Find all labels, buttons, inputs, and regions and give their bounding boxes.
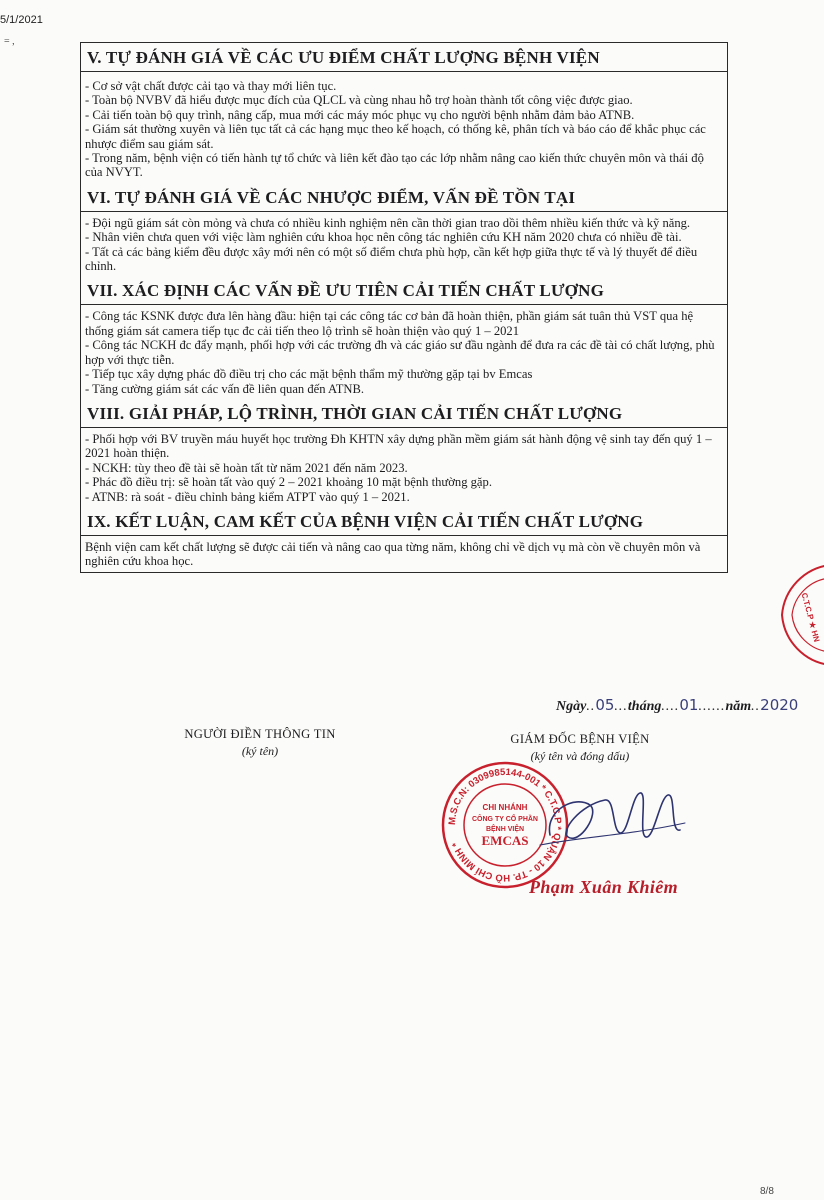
stamp-line-3: BỆNH VIỆN bbox=[485, 826, 525, 833]
section-line: - Phác đồ điều trị: sẽ hoàn tất vào quý 2 – 2021 khoảng 10 mặt bệnh thường gặp. bbox=[85, 475, 492, 490]
section-line: - Toàn bộ NVBV đã hiểu được mục đích của QLCL và cùng nhau hỗ trợ hoàn thành tốt công việc được giao. bbox=[85, 93, 633, 108]
filler-title: NGƯỜI ĐIỀN THÔNG TIN bbox=[184, 727, 336, 741]
date-month-label: tháng bbox=[627, 699, 662, 714]
date-year-value: 2020 bbox=[760, 696, 799, 714]
date-month-value: 01 bbox=[679, 696, 699, 714]
stamp-line-1: CHI NHÁNH bbox=[482, 803, 528, 812]
corner-mark: = , bbox=[4, 36, 15, 47]
section-title: IX. KẾT LUẬN, CAM KẾT CỦA BỆNH VIỆN CẢI TIẾN CHẤT LƯỢNG bbox=[81, 507, 727, 536]
section-line: - Trong năm, bệnh viện có tiến hành tự tổ chức và liên kết đào tạo các lớp nhằm nâng cao kiến thức chuyên môn và thái độ của NVYT. bbox=[85, 151, 704, 180]
section-conclusion bbox=[81, 507, 727, 572]
section-weaknesses bbox=[81, 183, 727, 277]
date-day-label: Ngày bbox=[556, 699, 587, 714]
section-line: - Cơ sở vật chất được cải tạo và thay mới liên tục. bbox=[85, 79, 337, 93]
director-title: GIÁM ĐỐC BỆNH VIỆN bbox=[510, 732, 650, 746]
section-body bbox=[81, 305, 727, 398]
date-line: Ngày..05...tháng....01......năm..2020 bbox=[556, 696, 799, 714]
stamp-line-4: EMCAS bbox=[481, 833, 529, 848]
section-strengths bbox=[81, 43, 727, 183]
section-line: - Cải tiến toàn bộ quy trình, nâng cấp, mua mới các máy móc phục vụ cho người bệnh nhằm đảm bảo ATNB. bbox=[85, 107, 635, 122]
report-table bbox=[80, 42, 728, 573]
section-line: - Đội ngũ giám sát còn mỏng và chưa có nhiều kinh nghiệm nên cần thời gian trao dồi thêm nhiều kiến thức và kỹ năng. bbox=[85, 215, 691, 230]
signature-block-filler bbox=[160, 727, 360, 759]
director-note: (ký tên và đóng dấu) bbox=[530, 749, 630, 763]
section-line: - Nhân viên chưa quen với việc làm nghiên cứu khoa học nên công tác nghiên cứu KH năm 2020 chưa có nhiều đề tài. bbox=[85, 230, 682, 245]
section-line: - Công tác NCKH đc đẩy mạnh, phối hợp với các trường đh và các giáo sư đầu ngành để đưa ra các đề tài có chất lượng, phù hợp với thực tiễn. bbox=[85, 338, 715, 367]
director-signature bbox=[520, 775, 690, 865]
stamp-ring-text: M.S.C.N: 0309985144-001 * C.T.C.P * QUẬN 10 - TP. HỒ CHÍ MINH * bbox=[446, 766, 564, 884]
signer-name: Phạm Xuân Khiêm bbox=[529, 877, 679, 897]
section-line: - Giám sát thường xuyên và liên tục tất cả các hạng mục theo kế hoạch, có thống kê, phân tích và báo cáo để khắc phục các nhược điểm sau giám sát. bbox=[85, 122, 706, 151]
stamp-line-2: CÔNG TY CỔ PHẦN bbox=[472, 816, 538, 823]
date-year-label: năm bbox=[725, 699, 752, 714]
print-date: 5/1/2021 bbox=[0, 14, 43, 26]
section-line: - Tiếp tục xây dựng phác đồ điều trị cho các mặt bệnh thẩm mỹ thường gặp tại bv Emcas bbox=[85, 367, 533, 382]
section-line: Bệnh viện cam kết chất lượng sẽ được cải tiến và nâng cao qua từng năm, không chỉ về dịch vụ mà còn về chuyên môn và nghiên cứu khoa học. bbox=[85, 539, 701, 569]
page-number: 8/8 bbox=[760, 1186, 774, 1197]
section-line: - Tất cả các bảng kiểm đều được xây mới nên có một số điểm chưa phù hợp, cần kết hợp giữa thực tế và lý thuyết để điều chỉnh. bbox=[85, 244, 698, 274]
section-title: VIII. GIẢI PHÁP, LỘ TRÌNH, THỜI GIAN CẢI TIẾN CHẤT LƯỢNG bbox=[81, 399, 727, 428]
section-body bbox=[81, 72, 727, 183]
filler-note: (ký tên) bbox=[241, 744, 279, 758]
section-priorities bbox=[81, 276, 727, 398]
section-body bbox=[81, 428, 727, 507]
section-title: VII. XÁC ĐỊNH CÁC VẤN ĐỀ ƯU TIÊN CẢI TIẾN CHẤT LƯỢNG bbox=[81, 276, 727, 305]
side-stamp-fragment bbox=[770, 560, 824, 670]
section-body bbox=[81, 536, 727, 572]
date-day-value: 05 bbox=[595, 696, 615, 714]
section-solutions bbox=[81, 399, 727, 507]
section-line: - Tăng cường giám sát các vấn đề liên quan đến ATNB. bbox=[85, 381, 365, 396]
side-stamp-text: C.T.C.P ★ HN bbox=[799, 591, 822, 643]
section-line: - NCKH: tùy theo đề tài sẽ hoàn tất từ năm 2021 đến năm 2023. bbox=[85, 460, 408, 475]
section-title: VI. TỰ ĐÁNH GIÁ VỀ CÁC NHƯỢC ĐIỂM, VẤN ĐỀ TỒN TẠI bbox=[81, 183, 727, 212]
section-line: - Công tác KSNK được đưa lên hàng đầu: hiện tại các công tác cơ bản đã hoàn thiện, phần giám sát tuân thủ VST qua hệ thống giám sát camera tiếp tục đc cải tiến theo lộ trình sẽ hoàn thiện vào quý 1 – 2021 bbox=[85, 309, 694, 338]
section-line: - Phối hợp với BV truyền máu huyết học trường Đh KHTN xây dựng phần mềm giám sát hành động vệ sinh tay đến quý 1 – 2021 hoàn thiện. bbox=[85, 431, 712, 461]
section-body bbox=[81, 212, 727, 277]
section-line: - ATNB: rà soát - điều chỉnh bảng kiểm ATPT vào quý 1 – 2021. bbox=[85, 489, 410, 504]
section-title: V. TỰ ĐÁNH GIÁ VỀ CÁC ƯU ĐIỂM CHẤT LƯỢNG BỆNH VIỆN bbox=[81, 43, 727, 72]
